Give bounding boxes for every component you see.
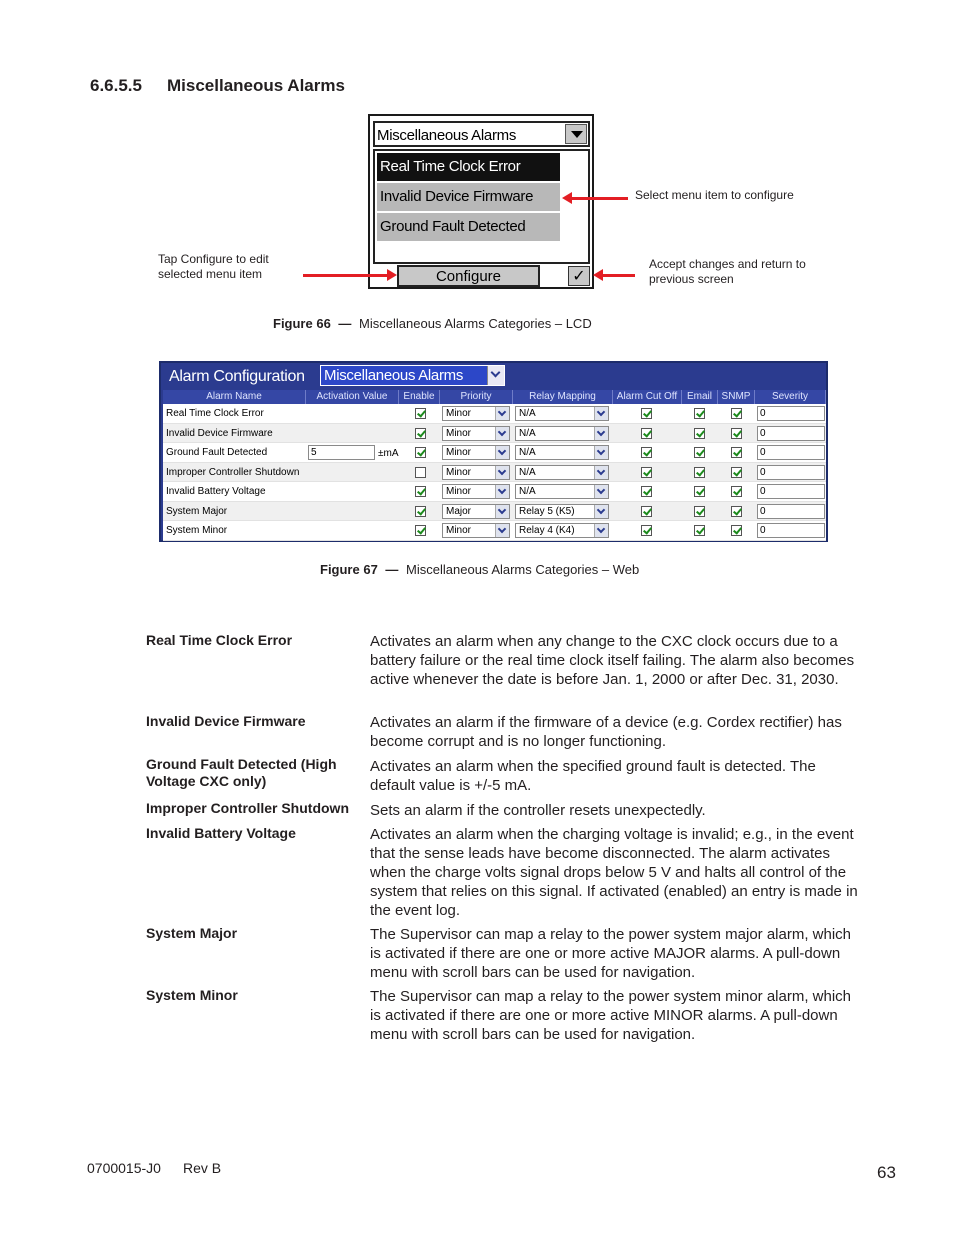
severity-input[interactable] (757, 504, 825, 519)
page-number: 63 (877, 1163, 896, 1182)
column-enable: Enable (399, 390, 440, 404)
lcd-category-dropdown[interactable] (373, 121, 590, 147)
chevron-down-icon[interactable] (495, 446, 509, 459)
relay-mapping-select[interactable] (515, 484, 609, 499)
relay-mapping-select[interactable] (515, 426, 609, 441)
figure-67-text: Miscellaneous Alarms Categories – Web (406, 562, 640, 577)
severity-value: 0 (760, 525, 766, 536)
chevron-down-icon[interactable] (594, 446, 608, 459)
chevron-down-icon[interactable] (495, 466, 509, 479)
alarm-name: Improper Controller Shutdown (166, 466, 300, 478)
lcd-dropdown-value: Miscellaneous Alarms (377, 127, 517, 144)
chevron-down-icon[interactable] (594, 407, 608, 420)
def-desc-system-minor: The Supervisor can map a relay to the power system minor alarm, which is activated if there are one or more active MINOR alarms. A pull-down menu with scroll bars can be used for navigation. (370, 988, 852, 1043)
chevron-down-icon[interactable] (594, 427, 608, 440)
figure-66-text: Miscellaneous Alarms Categories – LCD (359, 316, 592, 331)
alarm-name: System Minor (166, 525, 228, 536)
alarm-cut-off-checkbox[interactable] (641, 525, 652, 536)
severity-value: 0 (760, 466, 766, 478)
arrow-left-icon (601, 274, 635, 277)
web-alarm-configuration (159, 361, 828, 542)
arrow-left-icon (570, 197, 628, 200)
snmp-checkbox[interactable] (731, 467, 742, 478)
configure-button[interactable]: Configure (397, 265, 540, 287)
severity-value: 0 (760, 486, 766, 497)
relay-mapping-select[interactable] (515, 406, 609, 421)
priority-value: Minor (446, 408, 472, 419)
priority-value: Minor (446, 525, 472, 536)
email-checkbox[interactable] (694, 447, 705, 458)
column-snmp: SNMP (718, 390, 755, 404)
severity-input[interactable] (757, 406, 825, 421)
enable-checkbox[interactable] (415, 525, 426, 536)
enable-checkbox[interactable] (415, 408, 426, 419)
severity-input[interactable] (757, 465, 825, 480)
def-term-invalid-battery-voltage: Invalid Battery Voltage (146, 825, 296, 841)
snmp-checkbox[interactable] (731, 525, 742, 536)
snmp-checkbox[interactable] (731, 447, 742, 458)
enable-checkbox[interactable] (415, 486, 426, 497)
table-row (163, 502, 826, 522)
table-row (163, 424, 826, 444)
accept-check-icon[interactable]: ✓ (568, 266, 590, 286)
def-term-improper-controller-shutdown: Improper Controller Shutdown (146, 800, 349, 816)
web-title: Alarm Configuration (169, 368, 305, 385)
column-severity: Severity (755, 390, 826, 404)
def-desc-system-major: The Supervisor can map a relay to the power system major alarm, which is activated if there are one or more active MAJOR alarms. A pull-down menu with scroll bars can be used for navigation. (370, 926, 852, 981)
relay-mapping-select[interactable] (515, 445, 609, 460)
lcd-menu-item-invalid-device-firmware[interactable]: Invalid Device Firmware (377, 183, 560, 211)
enable-checkbox[interactable] (415, 428, 426, 439)
severity-input[interactable] (757, 484, 825, 499)
alarm-name: Invalid Device Firmware (166, 427, 273, 439)
priority-select[interactable] (442, 523, 510, 538)
email-checkbox[interactable] (694, 428, 705, 439)
chevron-down-icon[interactable] (495, 485, 509, 498)
callout-accept-line-2: previous screen (649, 272, 734, 286)
snmp-checkbox[interactable] (731, 486, 742, 497)
alarm-cut-off-checkbox[interactable] (641, 428, 652, 439)
chevron-down-icon[interactable] (594, 524, 608, 537)
def-term-invalid-device-firmware: Invalid Device Firmware (146, 713, 306, 729)
relay-mapping-value: N/A (519, 427, 536, 439)
relay-mapping-value: N/A (519, 486, 536, 497)
relay-mapping-select[interactable] (515, 523, 609, 538)
section-title: Miscellaneous Alarms (167, 76, 345, 95)
column-alarm-name: Alarm Name (163, 390, 306, 404)
footer-document-id (87, 1160, 243, 1176)
relay-mapping-value: N/A (519, 447, 536, 458)
email-checkbox[interactable] (694, 486, 705, 497)
snmp-checkbox[interactable] (731, 428, 742, 439)
figure-67-label: Figure 67 (320, 562, 378, 577)
column-relay-mapping: Relay Mapping (513, 390, 613, 404)
lcd-menu-item-ground-fault-detected[interactable]: Ground Fault Detected (377, 213, 560, 241)
column-priority: Priority (440, 390, 513, 404)
chevron-down-icon[interactable] (565, 124, 587, 144)
lcd-menu-list (373, 149, 590, 264)
def-term-system-minor: System Minor (146, 987, 238, 1003)
priority-select[interactable] (442, 406, 510, 421)
arrow-right-icon (303, 274, 389, 277)
relay-mapping-select[interactable] (515, 504, 609, 519)
severity-input[interactable] (757, 445, 825, 460)
priority-value: Minor (446, 486, 472, 497)
web-dropdown-value: Miscellaneous Alarms (324, 367, 464, 384)
chevron-down-icon[interactable] (495, 427, 509, 440)
column-email: Email (682, 390, 718, 404)
activation-value-input[interactable] (308, 445, 375, 460)
severity-value: 0 (760, 505, 766, 517)
chevron-down-icon[interactable] (594, 466, 608, 479)
alarm-name: Ground Fault Detected (166, 447, 268, 458)
snmp-checkbox[interactable] (731, 506, 742, 517)
email-checkbox[interactable] (694, 506, 705, 517)
priority-value: Minor (446, 447, 472, 458)
table-row (163, 443, 826, 463)
severity-input[interactable] (757, 426, 825, 441)
alarm-cut-off-checkbox[interactable] (641, 467, 652, 478)
table-row (163, 482, 826, 502)
def-term-real-time-clock-error: Real Time Clock Error (146, 632, 293, 648)
figure-66-caption (273, 316, 592, 331)
table-row (163, 404, 826, 424)
def-desc-invalid-battery-voltage: Activates an alarm when the charging voltage is invalid; e.g., in the event that the sense leads have become disconnected. The alarm activates when the charge volts signal drops below 5 V and halts all control of the system that relies on this signal. If activated (enabled) an entry is made in the event log. (370, 826, 858, 919)
table-row (163, 463, 826, 483)
callout-tap-line-2: selected menu item (158, 267, 263, 281)
severity-value: 0 (760, 447, 766, 458)
figure-67-caption (320, 562, 639, 577)
figure-67-dash: — (385, 562, 399, 577)
lcd-menu-item-real-time-clock-error[interactable]: Real Time Clock Error (377, 153, 560, 181)
enable-checkbox[interactable] (415, 447, 426, 458)
callout-tap-configure (158, 252, 269, 282)
enable-checkbox[interactable] (415, 506, 426, 517)
footer-revision: Rev B (182, 1160, 222, 1176)
priority-select[interactable] (442, 504, 510, 519)
def-desc-invalid-device-firmware: Activates an alarm if the firmware of a device (e.g. Cordex rectifier) has become corrupt and is no longer functioning. (370, 714, 842, 750)
priority-value: Minor (446, 466, 472, 478)
chevron-down-icon[interactable] (487, 366, 504, 385)
section-heading (90, 76, 345, 96)
def-desc-improper-controller-shutdown: Sets an alarm if the controller resets unexpectedly. (370, 802, 706, 819)
priority-select[interactable] (442, 445, 510, 460)
relay-mapping-value: Relay 4 (K4) (519, 525, 575, 536)
callout-accept-line-1: Accept changes and return to (649, 257, 806, 271)
email-checkbox[interactable] (694, 408, 705, 419)
relay-mapping-value: N/A (519, 466, 536, 478)
def-desc-real-time-clock-error: Activates an alarm when any change to the CXC clock occurs due to a battery failure or the real time clock itself failing. The alarm also becomes active whenever the date is before Jan. 1, 2000 or after Dec. 31, 2030. (370, 633, 855, 688)
relay-mapping-value: N/A (519, 408, 536, 419)
chevron-down-icon[interactable] (594, 485, 608, 498)
activation-value: 5 (311, 447, 317, 458)
priority-value: Major (446, 505, 472, 517)
alarm-cut-off-checkbox[interactable] (641, 486, 652, 497)
priority-select[interactable] (442, 426, 510, 441)
alarm-cut-off-checkbox[interactable] (641, 506, 652, 517)
severity-input[interactable] (757, 523, 825, 538)
footer-doc-number: 0700015-J0 (87, 1160, 161, 1176)
table-row (163, 521, 826, 541)
chevron-down-icon[interactable] (594, 505, 608, 518)
alarm-cut-off-checkbox[interactable] (641, 408, 652, 419)
relay-mapping-value: Relay 5 (K5) (519, 505, 575, 517)
web-header (161, 363, 826, 390)
chevron-down-icon[interactable] (495, 505, 509, 518)
figure-66-dash: — (338, 316, 352, 331)
chevron-down-icon[interactable] (495, 407, 509, 420)
relay-mapping-select[interactable] (515, 465, 609, 480)
callout-tap-line-1: Tap Configure to edit (158, 252, 269, 266)
priority-select[interactable] (442, 465, 510, 480)
column-activation-value: Activation Value (306, 390, 399, 404)
web-table-body (163, 404, 826, 540)
severity-value: 0 (760, 408, 766, 419)
def-desc-ground-fault-detected: Activates an alarm when the specified ground fault is detected. The default value is +/-5 mA. (370, 758, 816, 794)
callout-accept (649, 257, 806, 287)
enable-checkbox[interactable] (415, 467, 426, 478)
callout-select: Select menu item to configure (635, 188, 794, 202)
activation-unit: ±mA (378, 448, 399, 459)
priority-select[interactable] (442, 484, 510, 499)
alarm-name: System Major (166, 505, 228, 517)
priority-value: Minor (446, 427, 472, 439)
email-checkbox[interactable] (694, 525, 705, 536)
web-category-dropdown[interactable] (320, 365, 505, 386)
figure-66-label: Figure 66 (273, 316, 331, 331)
alarm-name: Real Time Clock Error (166, 408, 264, 419)
def-term-system-major: System Major (146, 925, 238, 941)
web-column-headers (163, 390, 826, 404)
severity-value: 0 (760, 427, 766, 439)
lcd-screen (368, 114, 594, 289)
email-checkbox[interactable] (694, 467, 705, 478)
column-alarm-cut-off: Alarm Cut Off (613, 390, 682, 404)
snmp-checkbox[interactable] (731, 408, 742, 419)
alarm-name: Invalid Battery Voltage (166, 486, 266, 497)
section-number: 6.6.5.5 (90, 76, 142, 95)
alarm-cut-off-checkbox[interactable] (641, 447, 652, 458)
def-term-ground-fault-detected: Ground Fault Detected (High Voltage CXC only) (146, 756, 337, 789)
chevron-down-icon[interactable] (495, 524, 509, 537)
